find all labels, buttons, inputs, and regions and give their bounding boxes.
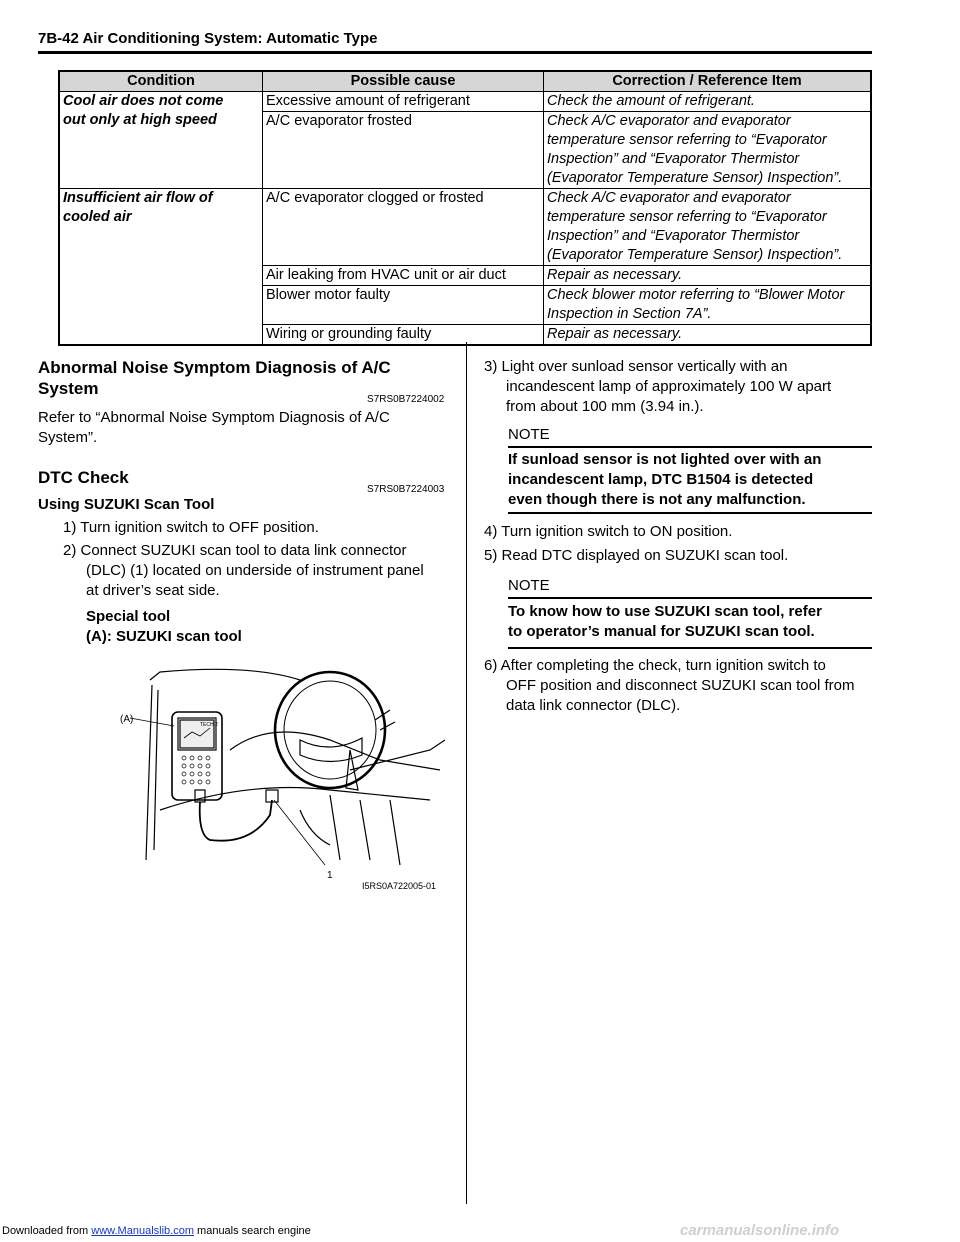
condition-text: Insufficient air flow of [63,190,213,206]
header-rule [38,51,872,54]
watermark: carmanualsonline.info [680,1222,840,1239]
fix-text: temperature sensor referring to “Evaporator [547,132,827,148]
fix-text: Check A/C evaporator and evaporator [547,113,791,129]
fix-text: Repair as necessary. [547,267,683,283]
note-2-top-rule [508,597,872,599]
figure-label-1: 1 [327,870,333,881]
th-correction: Correction / Reference Item [544,71,872,92]
column-divider [466,342,467,1204]
note-1-label: NOTE [508,426,550,443]
condition-text: out only at high speed [63,112,217,128]
table-row [59,189,871,266]
note-2-text: to operator’s manual for SUZUKI scan tool. [508,623,815,640]
noise-section-code: S7RS0B7224002 [367,394,445,405]
special-tool-label: Special tool [86,608,171,625]
fix-text: Inspection in Section 7A”. [547,306,712,322]
fix-text: Check A/C evaporator and evaporator [547,190,791,206]
cause-cell: Blower motor faulty [263,286,544,325]
fix-cell [544,325,872,346]
step-6: 6) After completing the check, turn ignition switch to [484,657,826,674]
noise-body-line: Refer to “Abnormal Noise Symptom Diagnosis of A/C [38,409,390,426]
condition-text: cooled air [63,209,132,225]
fix-text: temperature sensor referring to “Evaporator [547,209,827,225]
step-6-cont: OFF position and disconnect SUZUKI scan tool from [506,677,855,694]
step-4: 4) Turn ignition switch to ON position. [484,523,733,540]
scan-tool-label: TECH 2 [200,722,218,728]
note-2-bottom-rule [508,647,872,649]
page-header-title: 7B-42 Air Conditioning System: Automatic Type [38,30,378,47]
steering-wheel-inner [284,681,376,779]
fix-text: (Evaporator Temperature Sensor) Inspection”. [547,170,843,186]
lower-panel-lines [330,795,400,865]
figure-id: I5RS0A722005-01 [362,881,437,891]
condition-text: Cool air does not come [63,93,224,109]
dtc-step-1: 1) Turn ignition switch to OFF position. [63,519,319,536]
fix-cell [544,266,872,286]
cause-cell: Air leaking from HVAC unit or air duct [263,266,544,286]
fix-text: Repair as necessary. [547,326,683,342]
table-header-row [59,71,871,92]
fix-text: Inspection” and “Evaporator Thermistor [547,228,800,244]
dtc-step-2-cont: (DLC) (1) located on underside of instrument panel [86,562,424,579]
noise-section-title-cont: System [38,379,99,398]
footer-link[interactable]: www.Manualslib.com [91,1225,194,1237]
th-cause: Possible cause [263,71,544,92]
footer-prefix: Downloaded from [2,1225,92,1237]
scan-tool-figure [100,660,452,894]
step-6-cont: data link connector (DLC). [506,697,681,714]
fix-cell [544,286,872,325]
table-row [59,92,871,112]
figure-label-a: (A) [120,714,134,725]
note-1-text: incandescent lamp, DTC B1504 is detected [508,471,814,488]
lower-panel-curve [300,810,330,845]
step-5: 5) Read DTC displayed on SUZUKI scan tool. [484,547,789,564]
scan-tool-cable [200,800,272,841]
footer [2,1225,311,1237]
footer-suffix: manuals search engine [193,1225,311,1237]
a-pillar-line [146,685,152,860]
note-1-text: even though there is not any malfunction. [508,491,806,508]
cause-cell: Wiring or grounding faulty [263,325,544,346]
cause-cell: Excessive amount of refrigerant [263,92,544,112]
dtc-section-code: S7RS0B7224003 [367,484,445,495]
step-3-cont: from about 100 mm (3.94 in.). [506,398,704,415]
note-2-label: NOTE [508,577,550,594]
condition-cell [59,92,263,189]
cause-cell: A/C evaporator frosted [263,112,544,189]
dash-right-edge [350,740,445,770]
leader-line-1 [274,800,325,865]
note-1-text: If sunload sensor is not lighted over with an [508,451,822,468]
cause-cell: A/C evaporator clogged or frosted [263,189,544,266]
step-3: 3) Light over sunload sensor vertically with an [484,358,788,375]
th-condition: Condition [59,71,263,92]
note-1-top-rule [508,446,872,448]
dtc-section-title: DTC Check [38,468,129,487]
dashboard-outline [150,669,300,680]
note-1-bottom-rule [508,512,872,514]
note-2-text: To know how to use SUZUKI scan tool, refer [508,603,822,620]
dtc-step-2-cont: at driver’s seat side. [86,582,220,599]
steering-wheel-rim [275,672,385,788]
special-tool-item: (A): SUZUKI scan tool [86,628,242,645]
fix-cell [544,112,872,189]
noise-section-title: Abnormal Noise Symptom Diagnosis of A/C [38,358,391,377]
dtc-subtitle: Using SUZUKI Scan Tool [38,496,215,513]
dash-upper-edge [230,732,440,770]
scan-tool-keypad [182,756,210,784]
noise-body-line: System”. [38,429,98,446]
fix-text: Check the amount of refrigerant. [547,93,755,109]
fix-text: (Evaporator Temperature Sensor) Inspection”. [547,247,843,263]
step-3-cont: incandescent lamp of approximately 100 W apart [506,378,832,395]
dtc-step-2: 2) Connect SUZUKI scan tool to data link connector [63,542,407,559]
fix-cell [544,92,872,112]
fix-text: Inspection” and “Evaporator Thermistor [547,151,800,167]
trouble-table [58,70,872,346]
leader-line-a [130,718,174,726]
fix-cell [544,189,872,266]
a-pillar-line [154,690,158,850]
condition-cell [59,189,263,346]
fix-text: Check blower motor referring to “Blower Motor [547,287,845,303]
steering-hub [300,738,362,762]
